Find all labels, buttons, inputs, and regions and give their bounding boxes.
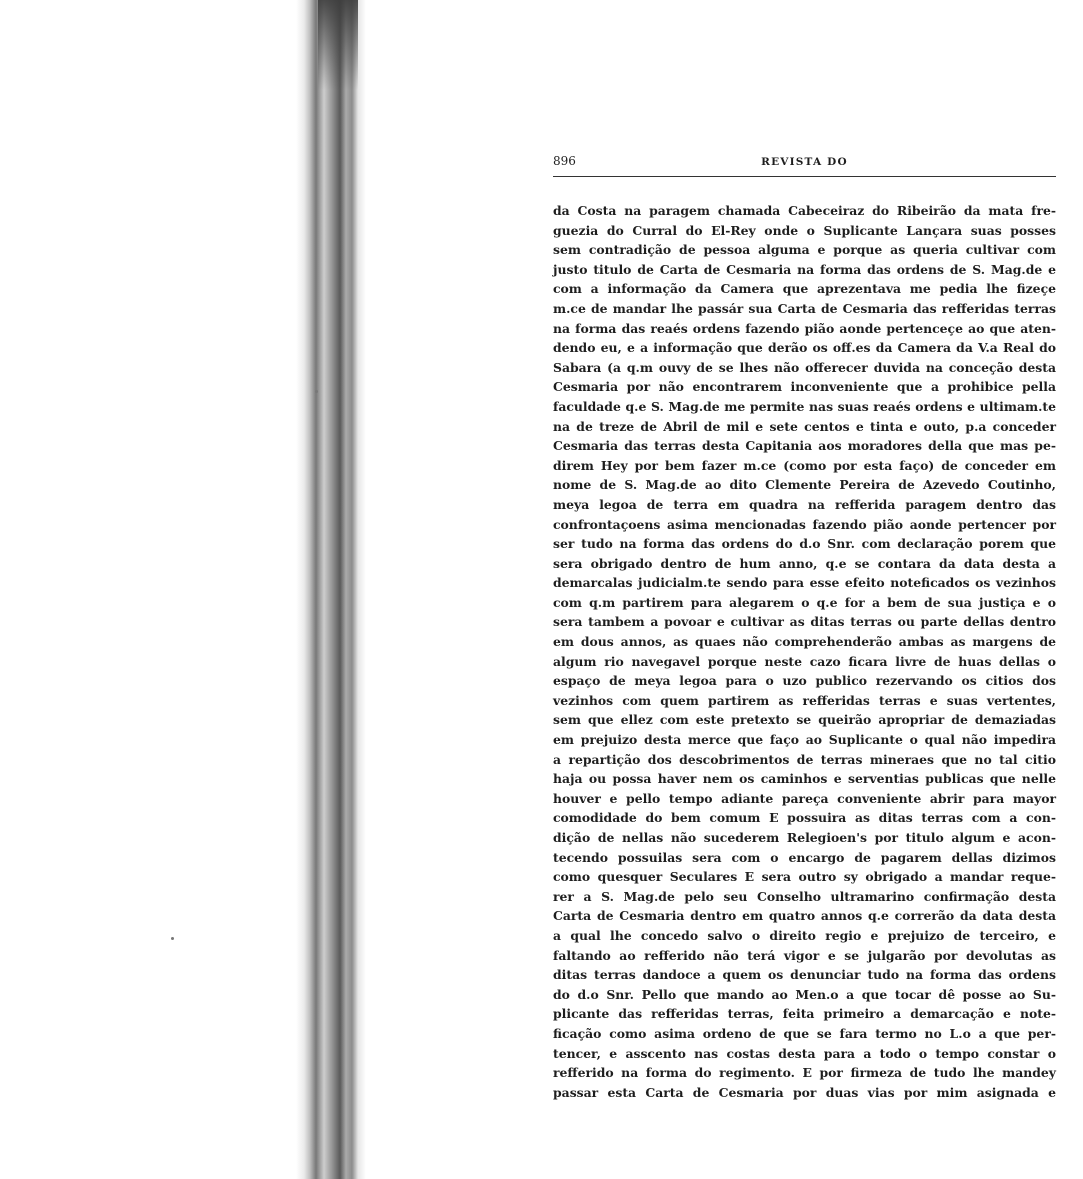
text-line: com q.m partirem para alegarem o q.e for a bem de sua justiça e o: [553, 594, 1056, 610]
text-line: justo titulo de Carta de Cesmaria na forma das ordens de S. Mag.de e: [553, 261, 1056, 277]
text-line: da Costa na paragem chamada Cabeceiraz do Ribeirão da mata fre-: [553, 203, 1056, 218]
text-line: faculdade q.e S. Mag.de me permite nas suas reaés ordens e ultimam.te: [553, 398, 1056, 414]
text-line: como quesquer Seculares E sera outro sy obrigado a mandar reque-: [553, 869, 1056, 885]
text-line: houver e pello tempo adiante pareça conveniente abrir para mayor: [553, 790, 1056, 806]
text-line: ditas terras dandoce a quem os denunciar tudo na forma das ordens: [553, 967, 1056, 983]
text-line: Cesmaria das terras desta Capitania aos moradores della que mas pe-: [553, 438, 1056, 454]
text-line: haja ou possa haver nem os caminhos e serventias publicas que nelle: [553, 771, 1056, 787]
text-line: sem contradição de pessoa alguma e porque as queria cultivar com: [553, 242, 1056, 258]
text-line: Sabara (a q.m ouvy de se lhes não offerecer duvida na conceção desta: [553, 359, 1056, 375]
book-gutter-shadow: [296, 0, 366, 1179]
body-text: [553, 201, 1056, 1102]
text-line: nome de S. Mag.de ao dito Clemente Pereira de Azevedo Coutinho,: [553, 477, 1056, 493]
text-line: vezinhos com quem partirem as refferidas terras e suas vertentes,: [553, 692, 1056, 708]
text-line: espaço de meya legoa para o uzo publico rezervando os citios dos: [553, 673, 1056, 689]
text-line: guezia do Curral do El-Rey onde o Suplicante Lançara suas posses: [553, 222, 1056, 238]
text-line: plicante das refferidas terras, feita primeiro a demarcação e note-: [553, 1006, 1056, 1022]
text-line: dição de nellas não sucederem Relegioen's por titulo algum e acon-: [553, 830, 1056, 845]
page-number: 896: [553, 154, 576, 168]
text-line: em dous annos, as quaes não comprehenderão ambas as margens de: [553, 634, 1056, 650]
text-line: tecendo possuilas sera com o encargo de pagarem dellas dizimos: [553, 849, 1056, 865]
text-line: meya legoa de terra em quadra na refferida paragem dentro das: [553, 496, 1056, 512]
text-line: dendo eu, e a informação que derão os off.es da Camera da V.a Real do: [553, 340, 1056, 356]
text-line: em prejuizo desta merce que faço ao Suplicante o qual não impedira: [553, 732, 1056, 748]
text-line: tencer, e asscento nas costas desta para a todo o tempo constar o: [553, 1045, 1056, 1061]
text-line: sem que ellez com este pretexto se queirão apropriar de demaziadas: [553, 712, 1056, 728]
scan-speck: [315, 390, 318, 393]
text-line: na de treze de Abril de mil e sete centos e tinta e outo, p.a conceder: [553, 418, 1056, 434]
text-line: sera obrigado dentro de hum anno, q.e se contara da data desta a: [553, 555, 1056, 571]
text-line: do d.o Snr. Pello que mando ao Men.o a que tocar dê posse ao Su-: [553, 986, 1056, 1002]
running-title: REVISTA DO: [761, 156, 848, 168]
text-line: ser tudo na forma das ordens do d.o Snr. com declaração porem que: [553, 536, 1056, 552]
text-line: demarcalas judicialm.te sendo para esse efeito noteficados os vezinhos: [553, 575, 1056, 591]
text-line: confrontaçoens asima mencionadas fazendo pião aonde pertencer por: [553, 516, 1056, 532]
text-line: passar esta Carta de Cesmaria por duas vias por mim asignada e: [553, 1084, 1056, 1100]
text-line: ficação como asima ordeno de que se fara termo no L.o a que per-: [553, 1025, 1056, 1041]
text-line: na forma das reaés ordens fazendo pião aonde pertenceçe ao que aten-: [553, 320, 1056, 336]
text-line: refferido na forma do regimento. E por firmeza de tudo lhe mandey: [553, 1065, 1056, 1081]
text-line: m.ce de mandar lhe passár sua Carta de Cesmaria das refferidas terras: [553, 300, 1056, 316]
running-head: [553, 152, 1056, 177]
text-line: direm Hey por bem fazer m.ce (como por esta faço) de conceder em: [553, 457, 1056, 473]
text-line: faltando ao refferido não terá vigor e se julgarão por devolutas as: [553, 947, 1056, 963]
text-line: Carta de Cesmaria dentro em quatro annos q.e correrão da data desta: [553, 908, 1056, 924]
document-page: [553, 152, 1056, 1102]
scan-speck: [171, 937, 174, 940]
book-gutter-top-shadow: [318, 0, 358, 90]
text-line: algum rio navegavel porque neste cazo ficara livre de huas dellas o: [553, 653, 1056, 669]
text-line: com a informação da Camera que aprezentava me pedia lhe fizeçe: [553, 281, 1056, 297]
text-line: Cesmaria por não encontrarem inconveniente que a prohibice pella: [553, 379, 1056, 395]
text-line: rer a S. Mag.de pelo seu Conselho ultramarino confirmação desta: [553, 888, 1056, 904]
text-line: a repartição dos descobrimentos de terras mineraes que no tal citio: [553, 751, 1056, 767]
text-line: comodidade do bem comum E possuira as ditas terras com a con-: [553, 810, 1056, 826]
text-line: sera tambem a povoar e cultivar as ditas terras ou parte dellas dentro: [553, 614, 1056, 630]
text-line: a qual lhe concedo salvo o direito regio e prejuizo de terceiro, e: [553, 927, 1056, 943]
